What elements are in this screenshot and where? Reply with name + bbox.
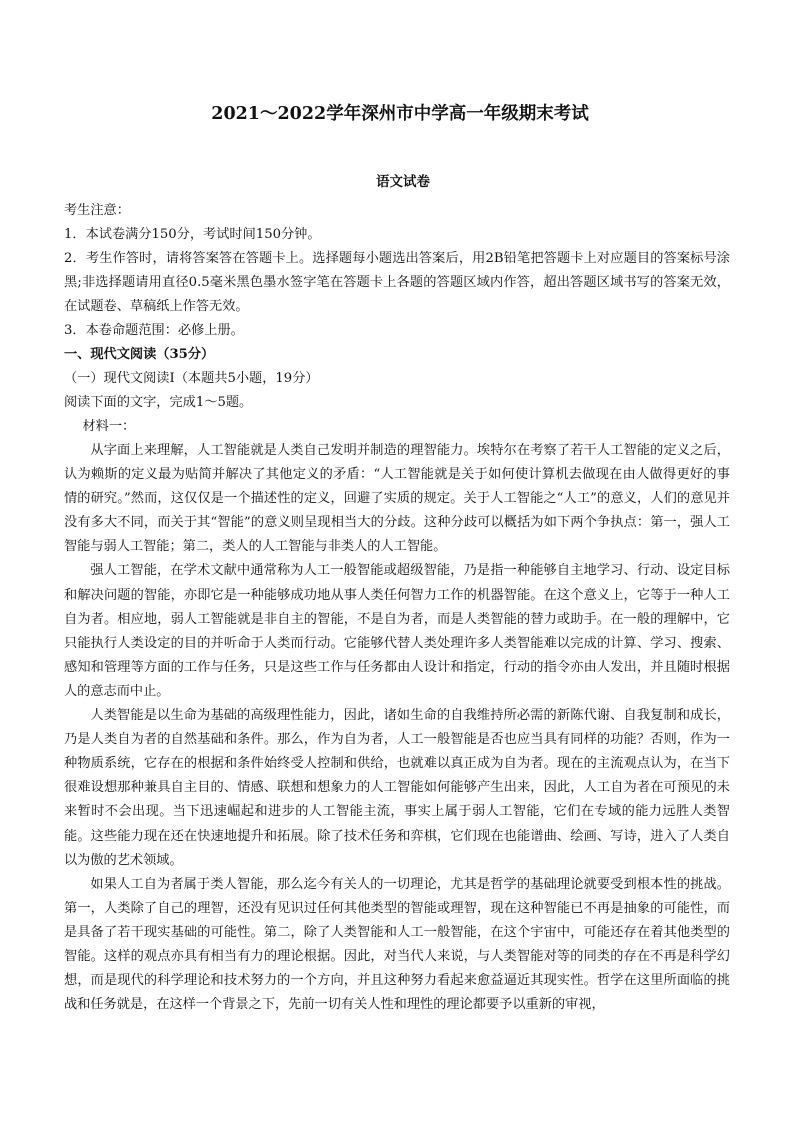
notice-heading: 考生注意： bbox=[64, 203, 130, 218]
material-label: 材料一： bbox=[82, 419, 136, 434]
subsection-heading: （一）现代文阅读Ⅰ（本题共5小题，19分） bbox=[64, 371, 319, 386]
notice-item: 3．本卷命题范围：必修上册。 bbox=[64, 323, 244, 338]
exam-title: 2021～2022学年深州市中学高一年级期末考试 bbox=[211, 104, 589, 124]
reading-paragraph: 从字面上来理解，人工智能就是人类自己发明并制造的理智能力。埃特尔在考察了若干人工智能的定义之后，认为赖斯的定义最为贴简并解决了其他定义的矛盾：“人工智能就是关于如何使计算机去做现在由人做得更好的事情的研究。”然而，这仅仅是一个描述性的定义，回避了实质的规定。关于人工智能之“人工”的意义，人们的意见并没有多大不同，而关于其“智能”的意义则呈现相当大的分歧。这种分歧可以概括为如下两个争执点：第一，强人工智能与弱人工智能；第二，类人的人工智能与非类人的人工智能。 bbox=[64, 443, 730, 555]
section-heading: 一、现代文阅读（35分） bbox=[64, 347, 215, 362]
notice-item: 1．本试卷满分150分，考试时间150分钟。 bbox=[64, 227, 321, 242]
reading-paragraph: 人类智能是以生命为基础的高级理性能力，因此，诸如生命的自我维持所必需的新陈代谢、自我复制和成长，乃是人类自为者的自然基础和条件。那么，作为自为者，人工一般智能是否也应当具有同样的功能？否则，作为一种物质系统，它存在的根据和条件始终受人控制和供给，也就难以真正成为自为者。现在的主流观点认为，在当下很难设想那种兼具自主目的、情感、联想和想象力的人工智能如何能够产生出来，因此，人工自为者在可预见的未来暂时不会出现。当下迅速崛起和进步的人工智能主流，事实上属于弱人工智能，它们在专域的能力远胜人类智能。这些能力现在还在快速地提升和拓展。除了技术任务和弈棋，它们现在也能谱曲、绘画、写诗，进入了人类自以为傲的艺术领域。 bbox=[64, 708, 730, 868]
reading-instruction: 阅读下面的文字，完成1～5题。 bbox=[64, 395, 253, 410]
reading-paragraph: 强人工智能，在学术文献中通常称为人工一般智能或超级智能，乃是指一种能够自主地学习、行动、设定目标和解决问题的智能，亦即它是一种能够成功地从事人类任何智力工作的机器智能。在这个意义上，它等于一种人工自为者。相应地，弱人工智能就是非自主的智能，不是自为者，而是人类智能的替力或助手。在一般的理解中，它只能执行人类设定的目的并听命于人类而行动。它能够代替人类处理许多人类智能难以完成的计算、学习、搜索、感知和管理等方面的工作与任务，只是这些工作与任务都由人设计和指定，行动的指令亦由人发出，并且随时根据人的意志而中止。 bbox=[64, 563, 730, 699]
exam-subtitle: 语文试卷 bbox=[376, 174, 430, 190]
reading-paragraph: 如果人工自为者属于类人智能，那么迄今有关人的一切理论，尤其是哲学的基础理论就要受到根本性的挑战。第一，人类除了自己的理智，还没有见识过任何其他类型的智能或理智，现在这种智能已不再是抽象的可能性，而是具备了若干现实基础的可能性。第二，除了人类智能和人工一般智能，在这个宇宙中，可能还存在着其他类型的智能。这样的观点亦具有相当有力的理论根据。因此，对当代人来说，与人类智能对等的同类的存在不再是科学幻想，而是现代的科学理论和技术努力的一个方向，并且这种努力看起来愈益逼近其现实性。哲学在这里所面临的挑战和任务就是，在这样一个背景之下，先前一切有关人性和理性的理论都要予以重新的审视， bbox=[64, 876, 730, 1013]
notice-item: 2．考生作答时，请将答案答在答题卡上。选择题每小题选出答案后，用2B铅笔把答题卡上对应题目的答案标号涂黑;非选择题请用直径0.5毫米黑色墨水签字笔在答题卡上各题的答题区域内作答，超出答题区域书写的答案无效，在试题卷、草稿纸上作答无效。 bbox=[64, 251, 730, 314]
